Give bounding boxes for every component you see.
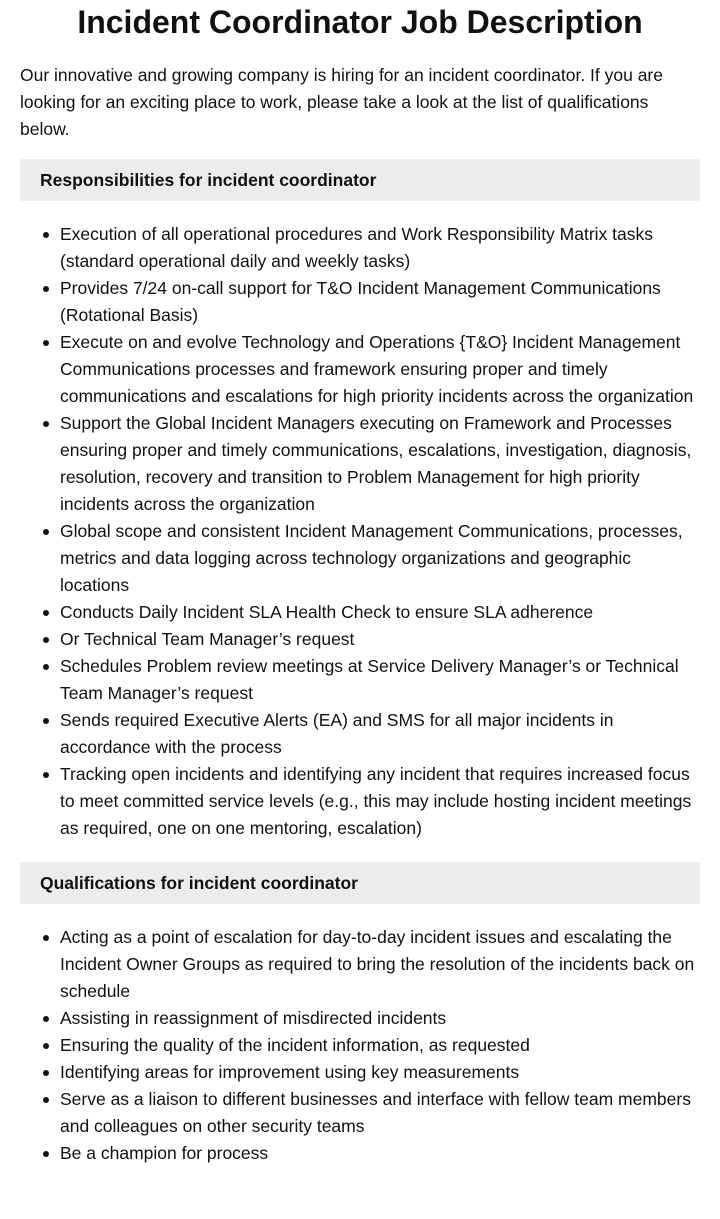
list-item: Identifying areas for improvement using key measurements (60, 1059, 700, 1086)
list-item: Or Technical Team Manager’s request (60, 626, 700, 653)
list-item: Conducts Daily Incident SLA Health Check to ensure SLA adherence (60, 599, 700, 626)
list-item: Global scope and consistent Incident Management Communications, processes, metrics and data logging across technology organizations and geographic locations (60, 518, 700, 599)
intro-paragraph: Our innovative and growing company is hiring for an incident coordinator. If you are looking for an exciting place to work, please take a look at the list of qualifications below. (20, 65, 663, 139)
list-item: Sends required Executive Alerts (EA) and SMS for all major incidents in accordance with the process (60, 707, 700, 761)
list-item: Assisting in reassignment of misdirected incidents (60, 1005, 700, 1032)
list-item: Execute on and evolve Technology and Operations {T&O} Incident Management Communications processes and framework ensuring proper and timely communications and escalations for high priority incidents across the organization (60, 329, 700, 410)
list-item: Schedules Problem review meetings at Service Delivery Manager’s or Technical Team Manager’s request (60, 653, 700, 707)
responsibilities-list (20, 221, 700, 842)
list-item: Execution of all operational procedures and Work Responsibility Matrix tasks (standard operational daily and weekly tasks) (60, 221, 700, 275)
list-item: Tracking open incidents and identifying any incident that requires increased focus to meet committed service levels (e.g., this may include hosting incident meetings as required, one on one mentoring, escalation) (60, 761, 700, 842)
list-item: Provides 7/24 on-call support for T&O Incident Management Communications (Rotational Basis) (60, 275, 700, 329)
qualifications-heading: Qualifications for incident coordinator (20, 862, 700, 904)
page-title: Incident Coordinator Job Description (77, 4, 643, 40)
responsibilities-heading: Responsibilities for incident coordinator (20, 159, 700, 201)
qualifications-list (20, 924, 700, 1167)
list-item: Support the Global Incident Managers executing on Framework and Processes ensuring proper and timely communications, escalations, investigation, diagnosis, resolution, recovery and transition to Problem Management for high priority incidents across the organization (60, 410, 700, 518)
list-item: Serve as a liaison to different businesses and interface with fellow team members and colleagues on other security teams (60, 1086, 700, 1140)
list-item: Ensuring the quality of the incident information, as requested (60, 1032, 700, 1059)
list-item: Be a champion for process (60, 1140, 700, 1167)
list-item: Acting as a point of escalation for day-to-day incident issues and escalating the Incident Owner Groups as required to bring the resolution of the incidents back on schedule (60, 924, 700, 1005)
